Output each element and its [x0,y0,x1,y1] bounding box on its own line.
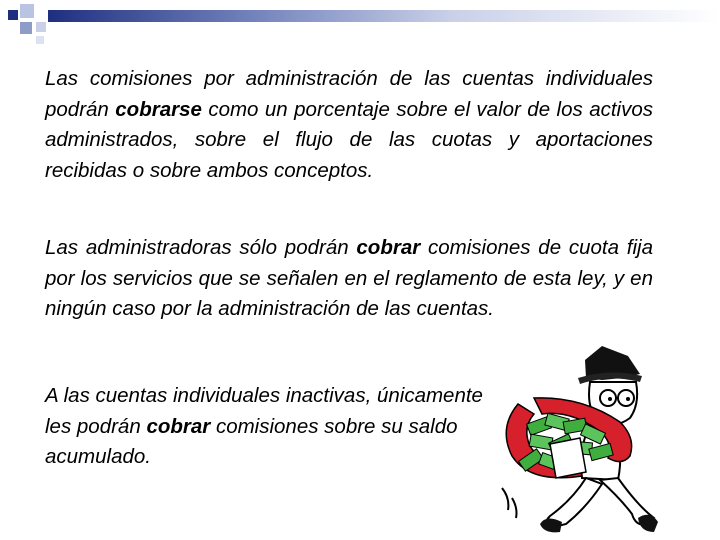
glasses-right [618,390,634,406]
money-thief-icon [490,338,660,538]
paragraph-text: Las comisiones por administración de las cuentas individuales podrán [45,67,653,121]
deco-square [36,22,46,32]
emphasis-word: cobrar [356,236,421,259]
header-decoration [0,0,720,60]
document-shape [550,438,586,478]
paragraph-inactive-accounts [45,381,505,473]
paragraph-text: Las administradoras sólo podrán [45,236,357,259]
glasses-left [600,390,616,406]
paragraph-fixed-fee [45,233,653,325]
deco-square [8,10,18,20]
header-gradient-bar [48,10,720,22]
paragraph-commissions-percentage [45,64,653,186]
shoe-right [638,515,658,532]
paragraph-text: como un porcentaje sobre el valor de los activos administrados, sobre el flujo de las cuotas y aportaciones recibidas o sobre ambos conceptos. [45,97,654,182]
paragraph-text: comisiones de cuota fija por los servicios que se señalen en el reglamento de esta ley, y en ningún caso por la administración de las cuentas. [45,236,653,320]
deco-square [36,36,44,44]
deco-square [20,22,32,34]
deco-square [20,4,34,18]
paragraph-text: A las cuentas individuales inactivas, únicamente les podrán [45,384,483,438]
shoe-left [540,518,562,532]
emphasis-word: cobrar [146,414,211,438]
paragraph-text: comisiones sobre su saldo acumulado. [45,414,458,468]
emphasis-word: cobrarse [115,97,202,121]
